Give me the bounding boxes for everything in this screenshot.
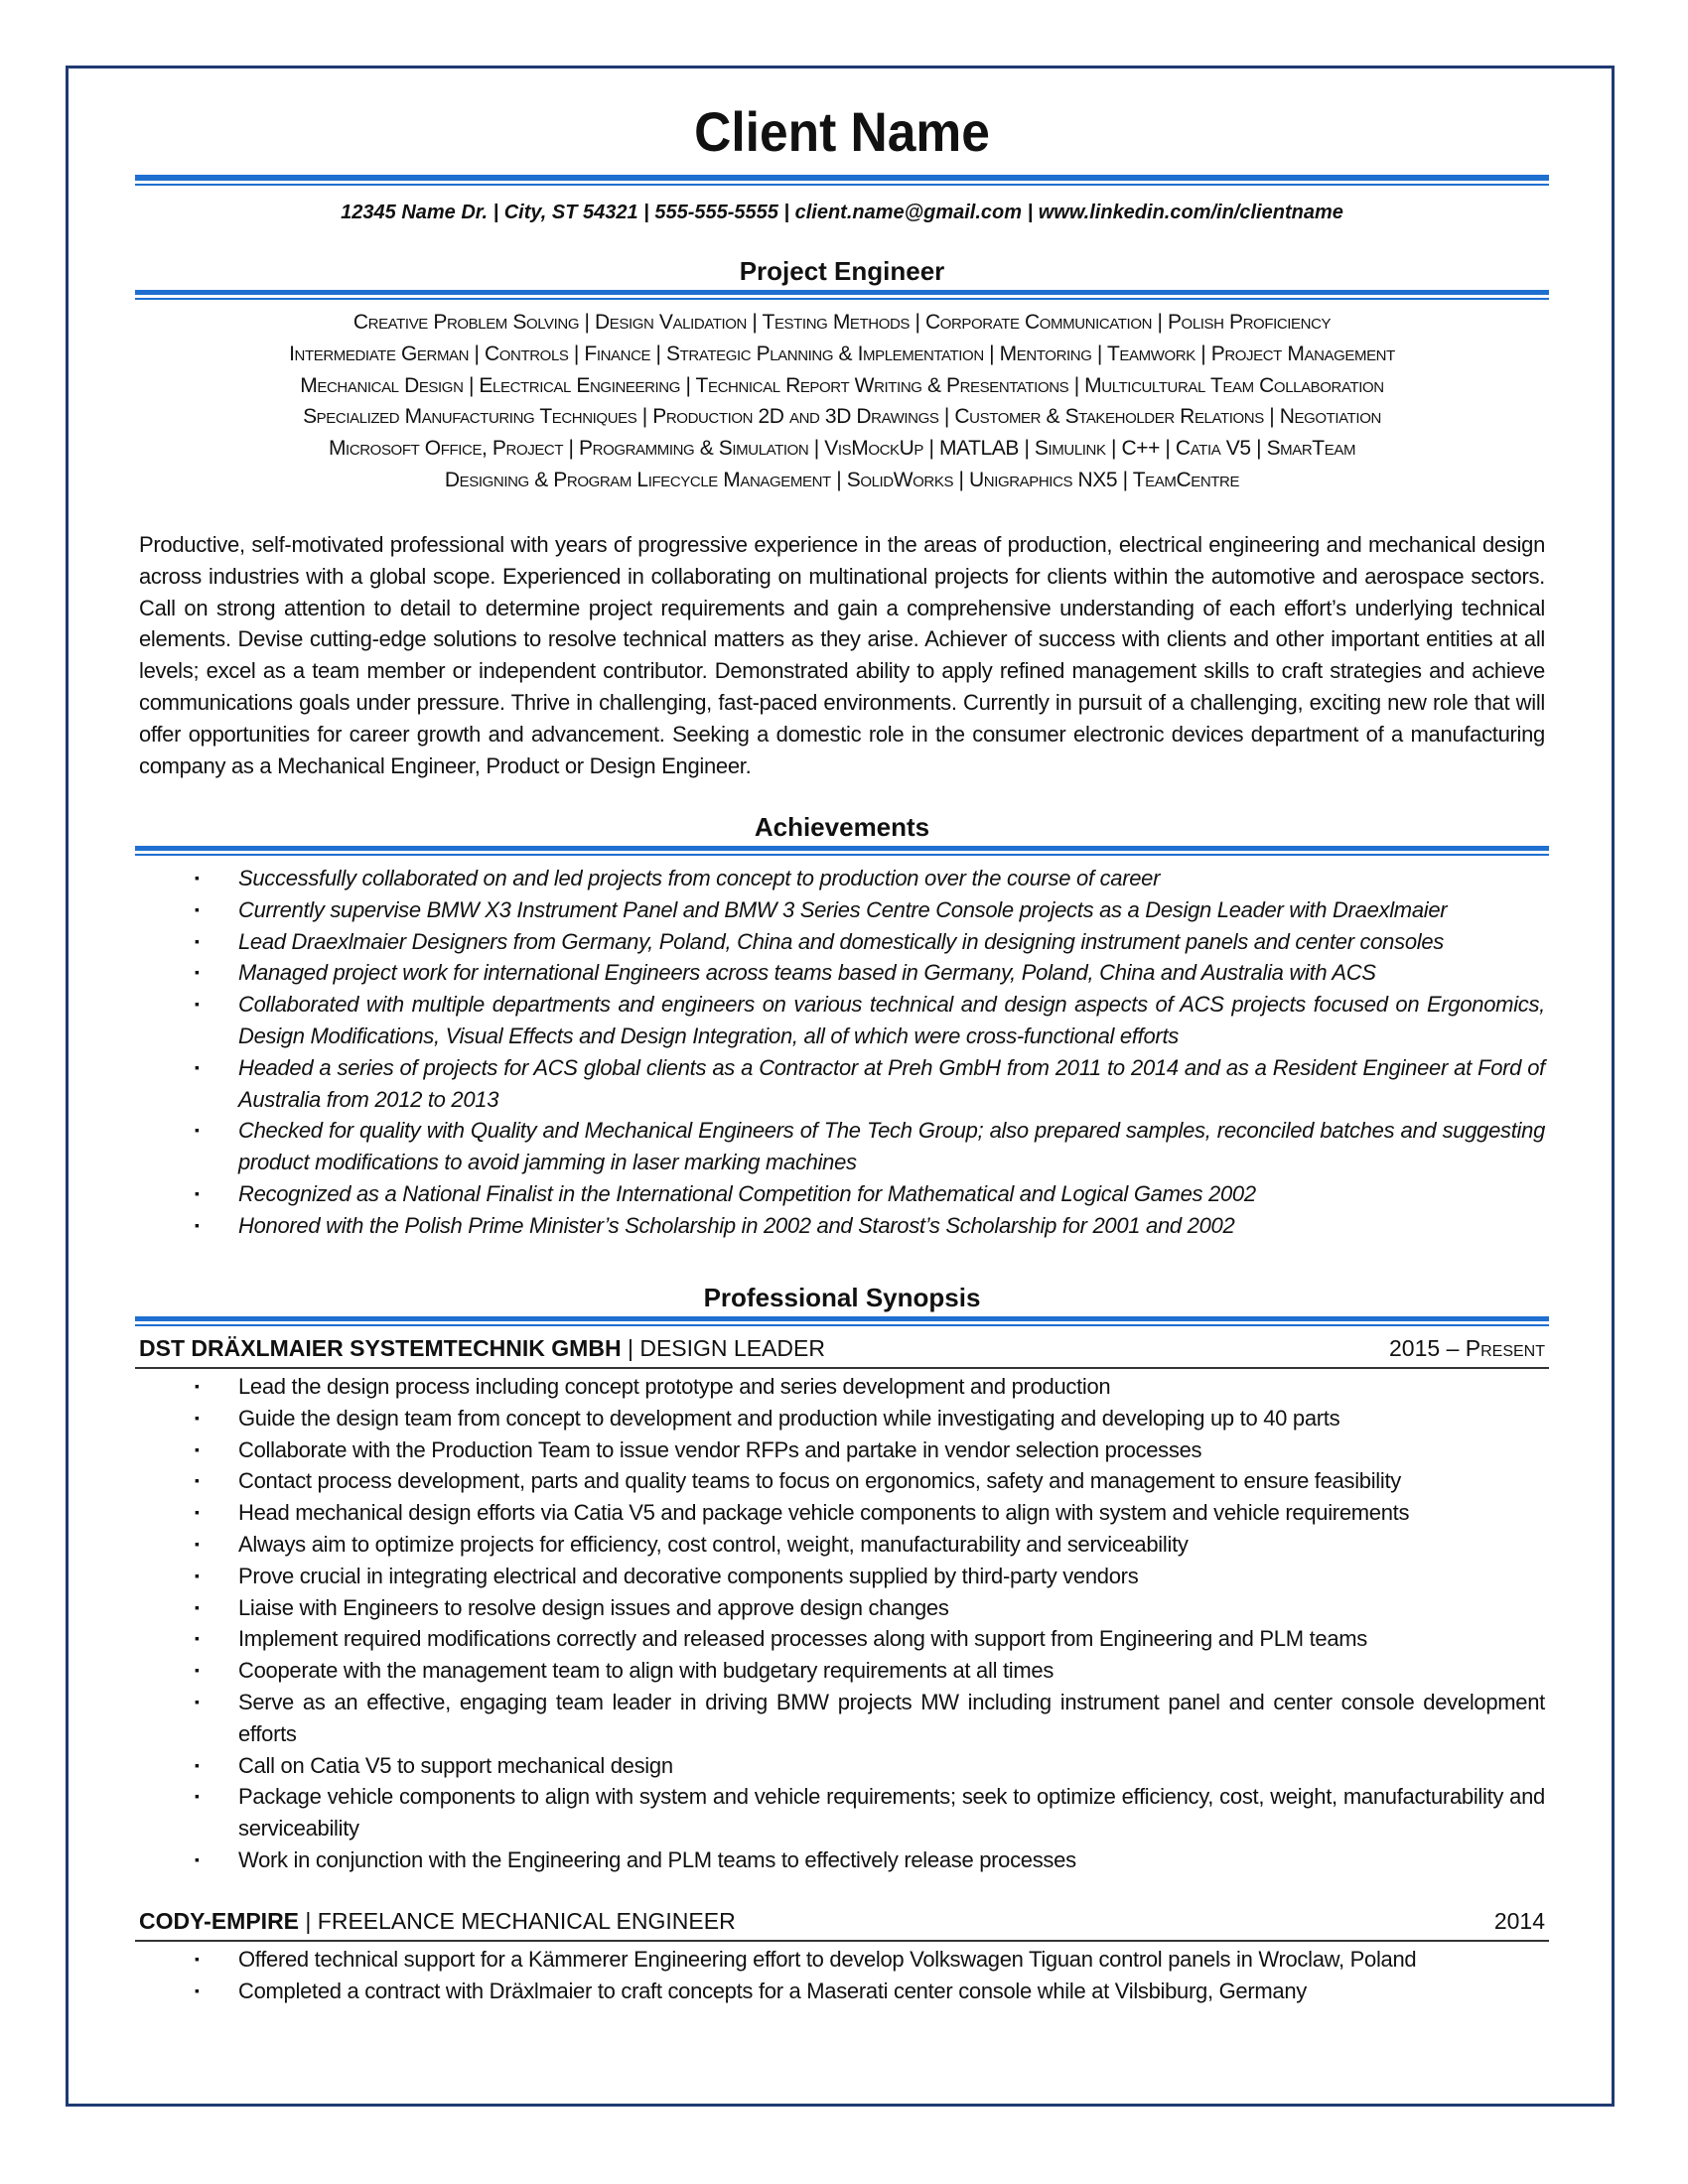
- job-dates: 2014: [1493, 1908, 1545, 1934]
- achievements-title: Achievements: [754, 812, 930, 842]
- bullet-icon: ▪: [195, 1409, 200, 1426]
- bullet-icon: ▪: [195, 870, 200, 886]
- bullet-icon: ▪: [195, 1951, 200, 1967]
- list-item: ▪ Managed project work for international Engineers across teams based in Germany, Poland, China and Australia with ACS: [139, 957, 1545, 989]
- list-item: ▪ Currently supervise BMW X3 Instrument Panel and BMW 3 Series Centre Console projects as a Design Leader with Draexlmaier: [139, 894, 1545, 926]
- skills-line: Creative Problem Solving | Design Validation | Testing Methods | Corporate Communication | Polish Proficiency: [352, 311, 1332, 334]
- skills-line: Microsoft Office, Project | Programming & Simulation | VisMockUp | MATLAB | Simulink | C++ | Catia V5 | SmarTeam: [328, 437, 1356, 461]
- list-item: ▪ Call on Catia V5 to support mechanical design: [139, 1750, 1545, 1782]
- list-item: ▪ Contact process development, parts and quality teams to focus on ergonomics, safety and management to ensure feasibility: [139, 1465, 1545, 1497]
- list-item: ▪ Liaise with Engineers to resolve design issues and approve design changes: [139, 1592, 1545, 1624]
- list-item: ▪ Completed a contract with Dräxlmaier to craft concepts for a Maserati center console while at Vilsbiburg, Germany: [139, 1976, 1545, 2007]
- job-dates: 2015 – Present: [1389, 1335, 1545, 1361]
- client-name: Client Name: [694, 100, 990, 163]
- bullet-icon: ▪: [195, 1184, 200, 1201]
- synopsis-title: Professional Synopsis: [703, 1283, 981, 1312]
- bullet-icon: ▪: [195, 1535, 200, 1552]
- bullet-icon: ▪: [195, 1981, 200, 1998]
- bullet-icon: ▪: [195, 932, 200, 949]
- list-item: ▪ Work in conjunction with the Engineering and PLM teams to effectively release processes: [139, 1844, 1545, 1876]
- list-item: ▪ Cooperate with the management team to align with budgetary requirements at all times: [139, 1655, 1545, 1687]
- list-item: ▪ Lead Draexlmaier Designers from Germany, Poland, China and domestically in designing instrument panels and center consoles: [139, 926, 1545, 958]
- achievements-rule: [135, 846, 1549, 856]
- bullet-icon: ▪: [195, 1630, 200, 1647]
- skills-line: Mechanical Design | Electrical Engineering | Technical Report Writing & Presentations | Multicultural Team Collaboration: [300, 373, 1384, 397]
- bullet-icon: ▪: [195, 1378, 200, 1394]
- list-item: ▪ Honored with the Polish Prime Minister’s Scholarship in 2002 and Starost’s Scholarship for 2001 and 2002: [139, 1210, 1545, 1242]
- job-bullets: [139, 1944, 1545, 2007]
- bullet-icon: ▪: [195, 1756, 200, 1773]
- bullet-icon: ▪: [195, 1122, 200, 1139]
- job-company: CODY-EMPIRE: [139, 1908, 300, 1934]
- list-item: ▪ Always aim to optimize projects for efficiency, cost control, weight, manufacturability and serviceability: [139, 1529, 1545, 1561]
- bullet-icon: ▪: [195, 1440, 200, 1457]
- bullet-icon: ▪: [195, 1058, 200, 1075]
- list-item: ▪ Checked for quality with Quality and Mechanical Engineers of The Tech Group; also prepared samples, reconciled batches and suggesting product modifications to avoid jamming in laser marking machines: [139, 1115, 1545, 1178]
- summary-paragraph: Productive, self-motivated professional with years of progressive experience in the areas of production, electrical engineering and mechanical design across industries with a global scope. Experienced in collaborating on multinational projects for clients within the automotive and aerospace sectors. Call on strong attention to detail to determine project requirements and gain a comprehensive understanding of each effort’s underlying technical elements. Devise cutting-edge solutions to resolve technical matters as they arise. Achiever of success with clients and other important entities at all levels; excel as a team member or independent contributor. Demonstrated ability to apply refined management skills to craft strategies and achieve communications goals under pressure. Thrive in challenging, fast-paced environments. Currently in pursuit of a challenging, exciting new role that will offer opportunities for career growth and advancement. Seeking a domestic role in the consumer electronic devices department of a manufacturing company as a Mechanical Engineer, Product or Design Engineer.: [139, 532, 1545, 778]
- headline-rule: [135, 290, 1549, 300]
- list-item: ▪ Implement required modifications correctly and released processes along with support from Engineering and PLM teams: [139, 1623, 1545, 1655]
- header-rule: [135, 175, 1549, 186]
- list-item: ▪ Serve as an effective, engaging team leader in driving BMW projects MW including instrument panel and center console development efforts: [139, 1687, 1545, 1750]
- bullet-icon: ▪: [195, 964, 200, 981]
- list-item: ▪ Guide the design team from concept to development and production while investigating and developing up to 40 parts: [139, 1403, 1545, 1434]
- list-item: ▪ Collaborated with multiple departments and engineers on various technical and design aspects of ACS projects focused on Ergonomics, Design Modifications, Visual Effects and Design Integration, all of which were cross-functional efforts: [139, 989, 1545, 1052]
- headline-title: Project Engineer: [739, 256, 945, 286]
- list-item: ▪ Prove crucial in integrating electrical and decorative components supplied by third-party vendors: [139, 1561, 1545, 1592]
- list-item: ▪ Successfully collaborated on and led projects from concept to production over the course of career: [139, 863, 1545, 894]
- job-company: DST DRÄXLMAIER SYSTEMTECHNIK GMBH: [139, 1335, 622, 1361]
- skills-line: Intermediate German | Controls | Finance | Strategic Planning & Implementation | Mentoring | Teamwork | Project Management: [289, 341, 1395, 365]
- bullet-icon: ▪: [195, 1472, 200, 1489]
- synopsis-rule: [135, 1316, 1549, 1326]
- job-role: DESIGN LEADER: [639, 1335, 825, 1361]
- list-item: ▪ Offered technical support for a Kämmerer Engineering effort to develop Volkswagen Tiguan control panels in Wroclaw, Poland: [139, 1944, 1545, 1976]
- list-item: ▪ Headed a series of projects for ACS global clients as a Contractor at Preh GmbH from 2011 to 2014 and as a Resident Engineer at Ford of Australia from 2012 to 2013: [139, 1052, 1545, 1116]
- bullet-icon: ▪: [195, 1598, 200, 1615]
- job-bullets: [139, 1371, 1545, 1876]
- job-header: DST DRÄXLMAIER SYSTEMTECHNIK GMBH | DESIGN LEADER 2015 – Present: [139, 1335, 1545, 1361]
- job-rule: [135, 1367, 1549, 1369]
- achievements-list: [139, 863, 1545, 1242]
- bullet-icon: ▪: [195, 1693, 200, 1709]
- bullet-icon: ▪: [195, 900, 200, 917]
- list-item: ▪ Package vehicle components to align with system and vehicle requirements; seek to optimize efficiency, cost, weight, manufacturability and serviceability: [139, 1781, 1545, 1844]
- bullet-icon: ▪: [195, 1216, 200, 1233]
- skills-line: Specialized Manufacturing Techniques | Production 2D and 3D Drawings | Customer & Stakeholder Relations | Negotiation: [303, 405, 1381, 429]
- bullet-icon: ▪: [195, 1662, 200, 1679]
- skills-block: [135, 307, 1549, 496]
- bullet-icon: ▪: [195, 996, 200, 1013]
- list-item: ▪ Lead the design process including concept prototype and series development and production: [139, 1371, 1545, 1403]
- job-rule: [135, 1940, 1549, 1942]
- list-item: ▪ Head mechanical design efforts via Catia V5 and package vehicle components to align with system and vehicle requirements: [139, 1497, 1545, 1529]
- contact-line: 12345 Name Dr. | City, ST 54321 | 555-555-5555 | client.name@gmail.com | www.linkedin.com/in/clientname: [341, 202, 1343, 223]
- bullet-icon: ▪: [195, 1504, 200, 1521]
- list-item: ▪ Recognized as a National Finalist in the International Competition for Mathematical and Logical Games 2002: [139, 1178, 1545, 1210]
- bullet-icon: ▪: [195, 1567, 200, 1583]
- list-item: ▪ Collaborate with the Production Team to issue vendor RFPs and partake in vendor selection processes: [139, 1434, 1545, 1466]
- job-header: CODY-EMPIRE | FREELANCE MECHANICAL ENGINEER 2014: [139, 1908, 1545, 1934]
- job-role: FREELANCE MECHANICAL ENGINEER: [317, 1908, 736, 1934]
- skills-line: Designing & Program Lifecycle Management | SolidWorks | Unigraphics NX5 | TeamCentre: [444, 468, 1240, 491]
- bullet-icon: ▪: [195, 1850, 200, 1867]
- bullet-icon: ▪: [195, 1788, 200, 1805]
